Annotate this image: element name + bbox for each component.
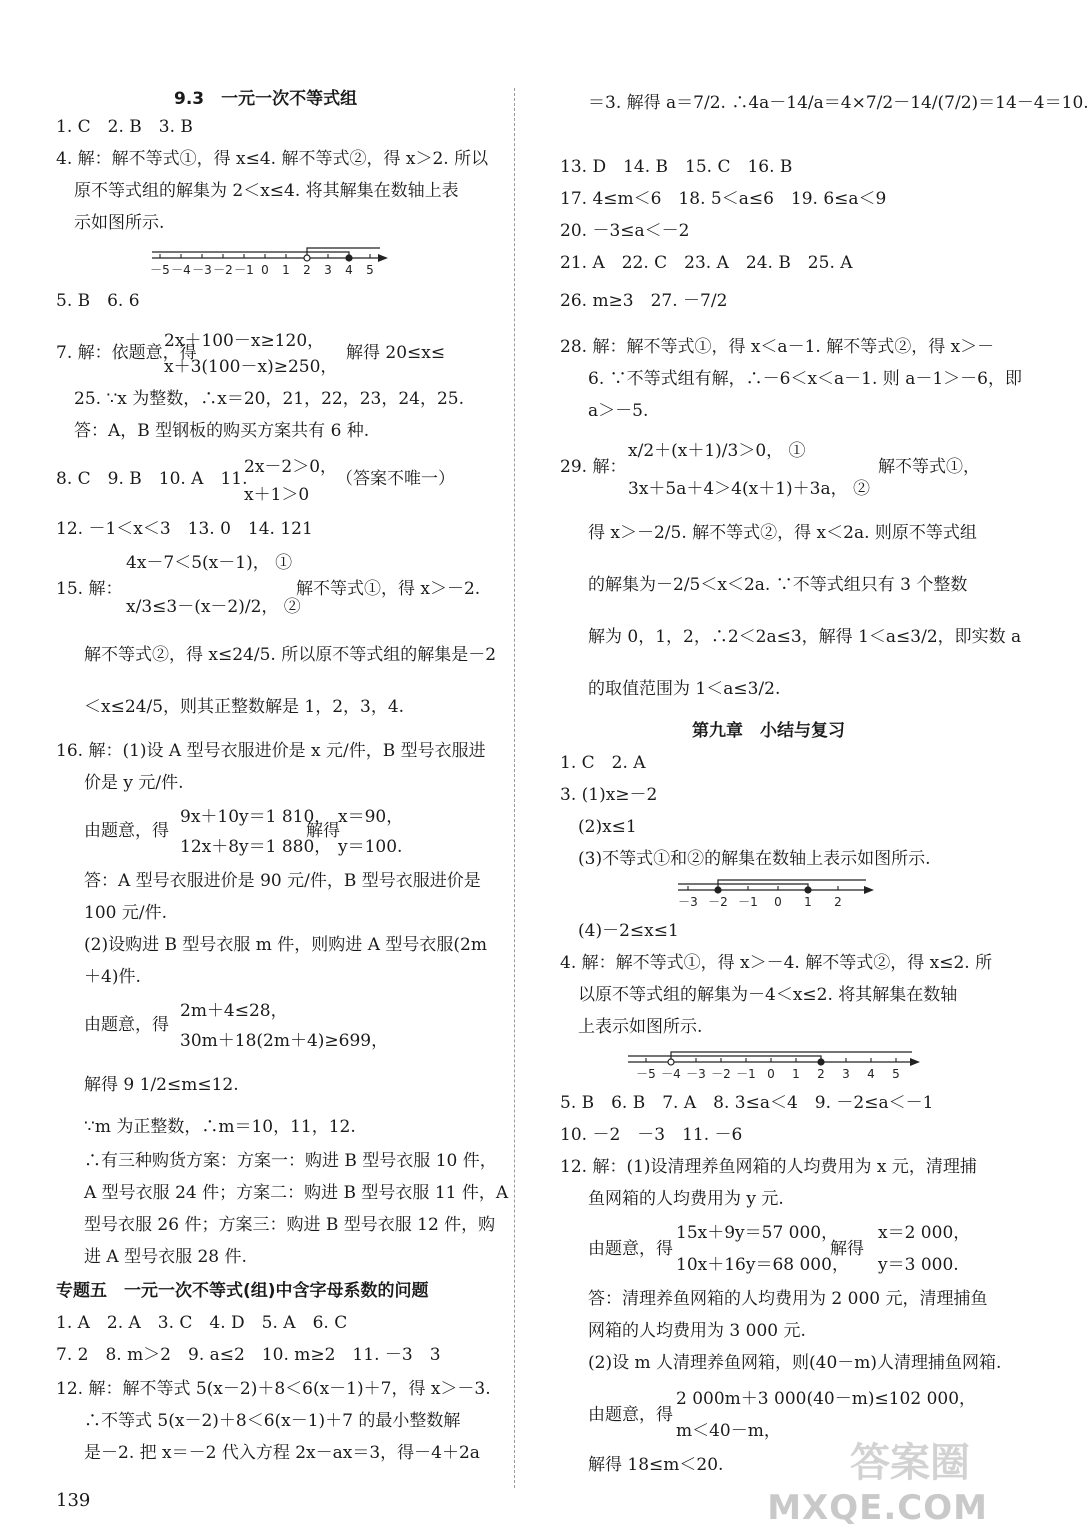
right-line-37: 网箱的人均费用为 3 000 元. [588,1321,806,1341]
left-line-35: 2m＋4≤28， [180,1001,288,1021]
right-line-18: 1. C 2. A [560,753,646,773]
right-line-33: 解得 [830,1239,864,1259]
left-line-3: 原不等式组的解集为 2＜x≤4. 将其解集在数轴上表 [74,181,459,201]
right-line-32: 由题意，得 [588,1239,673,1259]
right-line-36: 答：清理养鱼网箱的人均费用为 2 000 元，清理捕鱼 [588,1289,988,1309]
right-line-21: (3)不等式①和②的解集在数轴上表示如图所示. [578,849,931,869]
left-line-27: 由题意，得 [84,821,169,841]
right-line-10: 29. 解： [560,457,627,477]
right-line-6: 28. 解：解不等式①，得 x＜a－1. 解不等式②，得 x＞－ [560,337,995,357]
number-line-chapter9-q4 [626,1042,922,1088]
page-number: 139 [56,1490,91,1511]
tick-label: 5 [366,263,374,277]
right-line-31: x＝2 000， [878,1223,971,1243]
closed-dot [715,887,721,893]
right-line-23: 4. 解：解不等式①，得 x＞－4. 解不等式②，得 x≤2. 所 [560,953,993,973]
left-line-4: 示如图所示. [74,213,165,233]
tick-label: －4 [171,263,191,277]
right-line-39: 2 000m＋3 000(40－m)≤102 000， [676,1389,977,1409]
left-line-21: 解不等式②，得 x≤24/5. 所以原不等式组的解集是－2 [84,645,497,665]
tick-label: －5 [636,1067,656,1081]
tick-label: 2 [817,1067,825,1081]
left-line-48: ∴不等式 5(x－2)＋8＜6(x－1)＋7 的最小整数解 [84,1411,461,1431]
left-line-45: 1. A 2. A 3. C 4. D 5. A 6. C [56,1313,348,1333]
left-line-26: x＝90， [338,807,404,827]
tick-label: －3 [686,1067,706,1081]
left-line-6: 2x＋100－x≥120， [164,331,325,351]
left-line-42: 型号衣服 26 件；方案三：购进 B 型号衣服 12 件，购 [84,1215,496,1235]
axis-arrow [910,1058,920,1066]
open-dot [668,1059,674,1065]
left-line-33: (2)设购进 B 型号衣服 m 件，则购进 A 型号衣服(2m [84,935,487,955]
left-line-7: 7. 解：依题意，得 [56,343,197,363]
right-line-15: 解为 0，1，2，∴2＜2a≤3，解得 1＜a≤3/2，即实数 a [588,627,1022,647]
tick-label: －3 [192,263,212,277]
left-line-10: 25. ∵x 为整数，∴x＝20，21，22，23，24，25. [74,389,465,409]
solution-bracket-1 [678,884,808,890]
tick-label: －4 [661,1067,681,1081]
right-line-26: 5. B 6. B 7. A 8. 3≤a＜4 9. －2≤a＜－1 [560,1093,934,1113]
left-line-38: 解得 9 1/2≤m≤12. [84,1075,239,1095]
right-line-22: (4)－2≤x≤1 [578,921,679,941]
right-line-12: 3x＋5a＋4＞4(x＋1)＋3a， ② [628,479,871,499]
open-dot [304,255,310,261]
left-line-12: 2x－2＞0， [244,457,338,477]
right-line-34: 10x＋16y＝68 000， [676,1255,849,1275]
right-line-11: 解不等式①， [878,457,980,477]
column-divider [514,88,515,1488]
tick-label: －1 [738,895,758,909]
left-line-41: A 型号衣服 24 件；方案二：购进 B 型号衣服 11 件，A [84,1183,509,1203]
right-line-19: 3. (1)x≥－2 [560,785,658,805]
right-line-42: 解得 18≤m＜20. [588,1455,724,1475]
right-line-17: 第九章 小结与复习 [692,721,845,741]
left-line-23: 16. 解：(1)设 A 型号衣服进价是 x 元/件，B 型号衣服进 [56,741,486,761]
solution-bracket-0 [671,1052,912,1062]
closed-dot [805,887,811,893]
right-line-24: 以原不等式组的解集为－4＜x≤2. 将其解集在数轴 [578,985,958,1005]
right-line-28: 12. 解：(1)设清理养鱼网箱的人均费用为 x 元，清理捕 [560,1157,977,1177]
left-line-31: 答：A 型号衣服进价是 90 元/件，B 型号衣服进价是 [84,871,481,891]
left-line-17: 4x－7＜5(x－1)， ① [126,553,293,573]
tick-label: －1 [234,263,254,277]
right-line-30: 15x＋9y＝57 000， [676,1223,839,1243]
axis-arrow [864,886,874,894]
tick-label: －5 [150,263,170,277]
left-line-34: ＋4)件. [84,967,141,987]
left-line-40: ∴有三种购货方案：方案一：购进 B 型号衣服 10 件， [84,1151,497,1171]
right-line-35: y＝3 000. [878,1255,959,1275]
left-line-36: 由题意，得 [84,1015,169,1035]
left-line-16: 12. －1＜x＜3 13. 0 14. 121 [56,519,313,539]
left-line-13: 8. C 9. B 10. A 11. [56,469,248,489]
left-line-0: 9.3 一元一次不等式组 [174,89,358,109]
tick-label: 1 [282,263,290,277]
tick-label: 1 [792,1067,800,1081]
left-line-49: 是－2. 把 x＝－2 代入方程 2x－ax＝3，得－4＋2a [84,1443,480,1463]
closed-dot [346,255,352,261]
tick-label: 3 [324,263,332,277]
left-line-1: 1. C 2. B 3. B [56,117,193,137]
right-line-7: 6. ∵不等式组有解，∴－6＜x＜a－1. 则 a－1＞－6，即 [588,369,1022,389]
right-line-2: 17. 4≤m＜6 18. 5＜a≤6 19. 6≤a＜9 [560,189,887,209]
right-line-25: 上表示如图所示. [578,1017,703,1037]
right-line-3: 20. －3≤a＜－2 [560,221,690,241]
right-line-9: x/2＋(x＋1)/3＞0， ① [628,441,806,461]
left-line-32: 100 元/件. [84,903,167,923]
right-line-13: 得 x＞－2/5. 解不等式②，得 x＜2a. 则原不等式组 [588,523,977,543]
left-line-37: 30m＋18(2m＋4)≥699， [180,1031,389,1051]
tick-label: －1 [736,1067,756,1081]
tick-label: 0 [774,895,782,909]
right-line-5: 26. m≥3 27. －7/2 [560,291,728,311]
left-line-28: 解得 [306,821,340,841]
left-line-8: 解得 20≤x≤ [346,343,446,363]
left-line-29: 12x＋8y＝1 880， [180,837,332,857]
tick-label: 3 [842,1067,850,1081]
axis-arrow [378,254,388,262]
left-line-2: 4. 解：解不等式①，得 x≤4. 解不等式②，得 x＞2. 所以 [56,149,489,169]
left-line-25: 9x＋10y＝1 810， [180,807,332,827]
number-line-9-3-q4 [150,240,390,284]
right-line-38: (2)设 m 人清理养鱼网箱，则(40－m)人清理捕鱼网箱. [588,1353,1002,1373]
watermark-text: MXQE.COM [767,1488,988,1528]
left-line-18: 15. 解： [56,579,123,599]
left-line-44: 专题五 一元一次不等式(组)中含字母系数的问题 [56,1281,429,1301]
watermark-logo: 答案圈 [850,1440,970,1486]
right-line-1: 13. D 14. B 15. C 16. B [560,157,793,177]
right-line-41: m＜40－m， [676,1421,781,1441]
left-line-9: x＋3(100－x)≥250， [164,357,338,377]
right-line-40: 由题意，得 [588,1405,673,1425]
left-line-11: 答：A，B 型钢板的购买方案共有 6 种. [74,421,370,441]
left-line-14: （答案不唯一） [336,469,455,489]
right-line-14: 的解集为－2/5＜x＜2a. ∵不等式组只有 3 个整数 [588,575,968,595]
left-line-43: 进 A 型号衣服 28 件. [84,1247,247,1267]
tick-label: 2 [834,895,842,909]
tick-label: －2 [213,263,233,277]
left-line-5: 5. B 6. 6 [56,291,140,311]
left-line-15: x＋1＞0 [244,485,310,505]
right-line-16: 的取值范围为 1＜a≤3/2. [588,679,781,699]
tick-label: 4 [867,1067,875,1081]
right-line-4: 21. A 22. C 23. A 24. B 25. A [560,253,853,273]
left-line-24: 价是 y 元/件. [84,773,184,793]
tick-label: 1 [804,895,812,909]
left-line-46: 7. 2 8. m＞2 9. a≤2 10. m≥2 11. －3 3 [56,1345,441,1365]
left-line-30: y＝100. [338,837,403,857]
solution-bracket-0 [718,880,866,890]
tick-label: 2 [303,263,311,277]
solution-bracket-0 [307,248,380,258]
solution-bracket-1 [152,252,349,258]
right-line-8: a＞－5. [588,401,649,421]
number-line-chapter9-q3 [676,874,876,914]
right-line-20: (2)x≤1 [578,817,637,837]
left-line-19: 解不等式①，得 x＞－2. [296,579,481,599]
tick-label: －2 [708,895,728,909]
left-line-20: x/3≤3－(x－2)/2， ② [126,597,301,617]
tick-label: －3 [678,895,698,909]
tick-label: －2 [711,1067,731,1081]
left-line-47: 12. 解：解不等式 5(x－2)＋8＜6(x－1)＋7，得 x＞－3. [56,1379,491,1399]
right-line-0: ＝3. 解得 a＝7/2. ∴4a－14/a＝4×7/2－14/(7/2)＝14－4＝10. [588,93,1089,113]
tick-label: 4 [345,263,353,277]
tick-label: 5 [892,1067,900,1081]
tick-label: 0 [261,263,269,277]
right-line-27: 10. －2 －3 11. －6 [560,1125,743,1145]
left-line-22: ＜x≤24/5，则其正整数解是 1，2，3，4. [84,697,405,717]
solution-bracket-1 [628,1056,821,1062]
right-line-29: 鱼网箱的人均费用为 y 元. [588,1189,784,1209]
tick-label: 0 [767,1067,775,1081]
left-line-39: ∵m 为正整数，∴m＝10，11，12. [84,1117,356,1137]
closed-dot [818,1059,824,1065]
